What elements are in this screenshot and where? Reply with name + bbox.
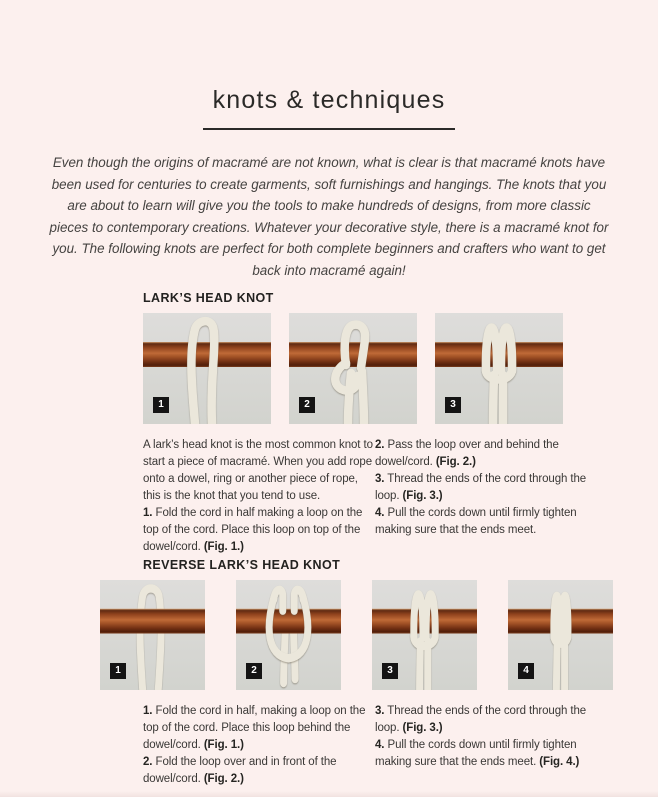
page-title: knots & techniques — [203, 86, 456, 130]
instructions-reverse-larks-head — [143, 703, 658, 788]
photo-larks-head-step-2 — [289, 313, 417, 424]
instruction-step: 4. Pull the cords down until firmly tighten making sure that the ends meet. (Fig. 4.) — [375, 739, 580, 768]
instructions-larks-head — [143, 437, 658, 556]
lead-paragraph: A lark’s head knot is the most common knot to start a piece of macramé. When you add rope onto a dowel, ring or another piece of rope, this is the knot that you tend to use. — [143, 439, 373, 502]
section-larks-head-knot — [143, 291, 658, 556]
figure-number-badge: 1 — [153, 397, 169, 413]
instructions-column-right — [375, 703, 613, 788]
instruction-step: 2. Pass the loop over and behind the dowel/cord. (Fig. 2.) — [375, 439, 559, 468]
photo-larks-head-step-3 — [435, 313, 563, 424]
photo-reverse-step-2 — [236, 580, 341, 690]
section-heading: LARK’S HEAD KNOT — [143, 291, 274, 305]
instruction-step: 1. Fold the cord in half making a loop on the top of the cord. Place this loop on top of the dowel/cord. (Fig. 1.) — [143, 507, 363, 553]
instructions-column-right — [375, 437, 613, 556]
photo-reverse-step-1 — [100, 580, 205, 690]
photo-row-reverse-larks-head — [100, 580, 658, 690]
photo-larks-head-step-1 — [143, 313, 271, 424]
photo-reverse-step-3 — [372, 580, 477, 690]
instruction-step: 4. Pull the cords down until firmly tighten making sure that the ends meet. — [375, 507, 577, 536]
figure-number-badge: 3 — [445, 397, 461, 413]
photo-reverse-step-4 — [508, 580, 613, 690]
instructions-column-left — [143, 437, 375, 556]
figure-number-badge: 4 — [518, 663, 534, 679]
instruction-step: 3. Thread the ends of the cord through the loop. (Fig. 3.) — [375, 705, 587, 734]
intro-paragraph: Even though the origins of macramé are not known, what is clear is that macramé knots have been used for centuries to create garments, soft furnishings and hangings. The knots that you are about to learn will give you the tools to make hundreds of designs, from more classic pieces to contemporary creations. Whatever your decorative style, there is a macramé knot for you. The following knots are perfect for both complete beginners and crafters who want to get back into macramé again! — [49, 155, 609, 278]
instruction-step: 3. Thread the ends of the cord through the loop. (Fig. 3.) — [375, 473, 587, 502]
section-reverse-larks-head-knot — [115, 558, 658, 788]
instruction-step: 2. Fold the loop over and in front of the dowel/cord. (Fig. 2.) — [143, 756, 337, 785]
instruction-step: 1. Fold the cord in half, making a loop on the top of the cord. Place this loop behind the dowel/cord. (Fig. 1.) — [143, 705, 366, 751]
instructions-column-left — [143, 703, 375, 788]
figure-number-badge: 3 — [382, 663, 398, 679]
figure-number-badge: 1 — [110, 663, 126, 679]
section-heading: REVERSE LARK’S HEAD KNOT — [143, 558, 341, 572]
figure-number-badge: 2 — [299, 397, 315, 413]
figure-number-badge: 2 — [246, 663, 262, 679]
title-block — [0, 0, 658, 130]
photo-row-larks-head — [143, 313, 658, 424]
